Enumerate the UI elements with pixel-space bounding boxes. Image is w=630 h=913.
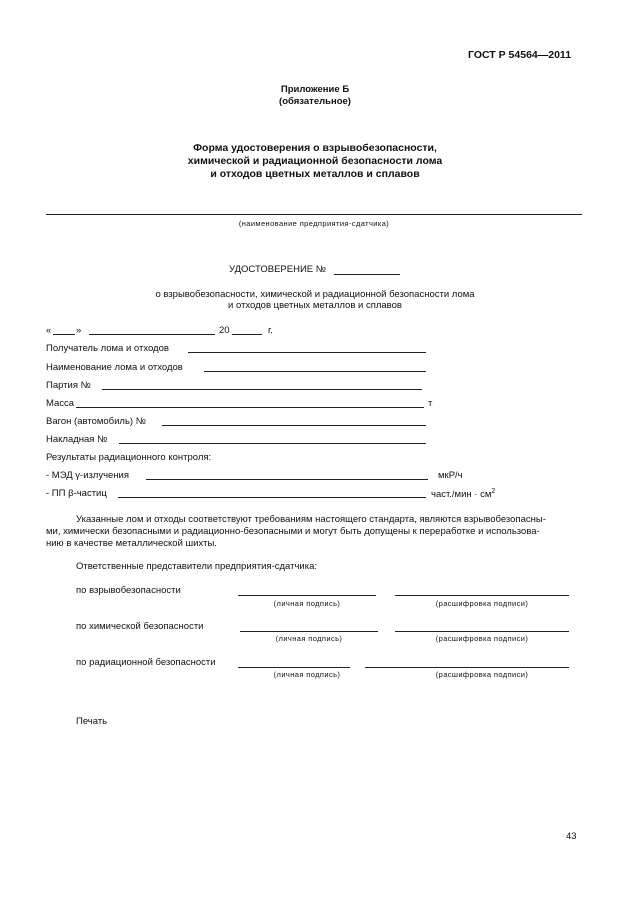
pp-unit-superscript: 2 — [491, 488, 496, 495]
pp-unit — [431, 488, 495, 500]
statement-line1: Указанные лом и отходы соответствуют требованиям настоящего стандарта, являются взрывобезопасны- — [76, 514, 546, 525]
date-close-quote: » — [76, 325, 82, 336]
form-title-line1: Форма удостоверения о взрывобезопасности, — [193, 142, 437, 154]
radiation-decode-caption: (расшифровка подписи) — [435, 670, 529, 679]
chemical-decode-caption: (расшифровка подписи) — [435, 634, 529, 643]
med-unit: мкР/ч — [438, 470, 463, 481]
radiation-signature-line[interactable] — [238, 667, 350, 668]
explosion-safety-label: по взрывобезопасности — [76, 585, 181, 596]
date-open-quote: « — [46, 325, 52, 336]
date-year-prefix: 20 — [219, 325, 230, 336]
stamp-label: Печать — [76, 716, 108, 727]
statement-line2: ми, химически безопасными и радиационно-безопасными и могут быть допущены к переработке и использова- — [46, 526, 540, 537]
enterprise-name-line[interactable] — [46, 214, 582, 215]
invoice-line[interactable] — [119, 443, 426, 444]
date-day-line[interactable] — [53, 334, 75, 335]
chemical-decode-line[interactable] — [395, 631, 569, 632]
date-month-line[interactable] — [89, 334, 215, 335]
date-year-line[interactable] — [232, 334, 262, 335]
mass-unit: т — [428, 398, 433, 409]
date-year-suffix: г. — [268, 325, 273, 336]
pp-unit-text: част./мин · см — [431, 489, 492, 501]
explosion-sign-caption: (личная подпись) — [273, 599, 341, 608]
batch-label: Партия № — [46, 380, 91, 391]
radiation-sign-caption: (личная подпись) — [273, 670, 341, 679]
chemical-sign-caption: (личная подпись) — [275, 634, 343, 643]
recipient-line[interactable] — [188, 352, 426, 353]
form-title-line3: и отходов цветных металлов и сплавов — [210, 168, 420, 180]
mass-line[interactable] — [76, 407, 424, 408]
page-number: 43 — [566, 831, 577, 842]
radiation-decode-line[interactable] — [365, 667, 569, 668]
med-line[interactable] — [146, 479, 428, 480]
pp-line[interactable] — [118, 497, 426, 498]
mass-label: Масса — [46, 398, 75, 409]
certificate-title: УДОСТОВЕРЕНИЕ № — [229, 264, 326, 275]
radiation-safety-label: по радиационной безопасности — [76, 657, 216, 668]
invoice-label: Накладная № — [46, 434, 108, 445]
appendix-title: Приложение Б — [280, 84, 350, 95]
med-label: - МЭД γ-излучения — [46, 470, 129, 481]
recipient-label: Получатель лома и отходов — [46, 343, 169, 354]
explosion-decode-caption: (расшифровка подписи) — [435, 599, 529, 608]
statement-line3: нию в качестве металлической шихты. — [46, 538, 217, 549]
responsible-title: Ответственные представители предприятия-сдатчика: — [76, 561, 317, 572]
scrap-name-line[interactable] — [204, 371, 426, 372]
standard-header: ГОСТ Р 54564—2011 — [468, 49, 572, 61]
pp-label: - ПП β-частиц — [46, 488, 107, 499]
results-title: Результаты радиационного контроля: — [46, 452, 212, 463]
batch-line[interactable] — [102, 389, 422, 390]
explosion-decode-line[interactable] — [395, 595, 569, 596]
appendix-note: (обязательное) — [279, 96, 351, 107]
wagon-label: Вагон (автомобиль) № — [46, 416, 146, 427]
form-title-line2: химической и радиационной безопасности лома — [187, 155, 443, 167]
certificate-number-line[interactable] — [334, 274, 400, 275]
chemical-signature-line[interactable] — [240, 631, 378, 632]
certificate-sub2: и отходов цветных металлов и сплавов — [228, 300, 402, 311]
wagon-line[interactable] — [162, 425, 426, 426]
explosion-signature-line[interactable] — [238, 595, 376, 596]
certificate-sub1: о взрывобезопасности, химической и радиационной безопасности лома — [155, 289, 475, 300]
scrap-name-label: Наименование лома и отходов — [46, 362, 183, 373]
enterprise-caption: (наименование предприятия-сдатчика) — [238, 219, 390, 228]
chemical-safety-label: по химической безопасности — [76, 621, 204, 632]
